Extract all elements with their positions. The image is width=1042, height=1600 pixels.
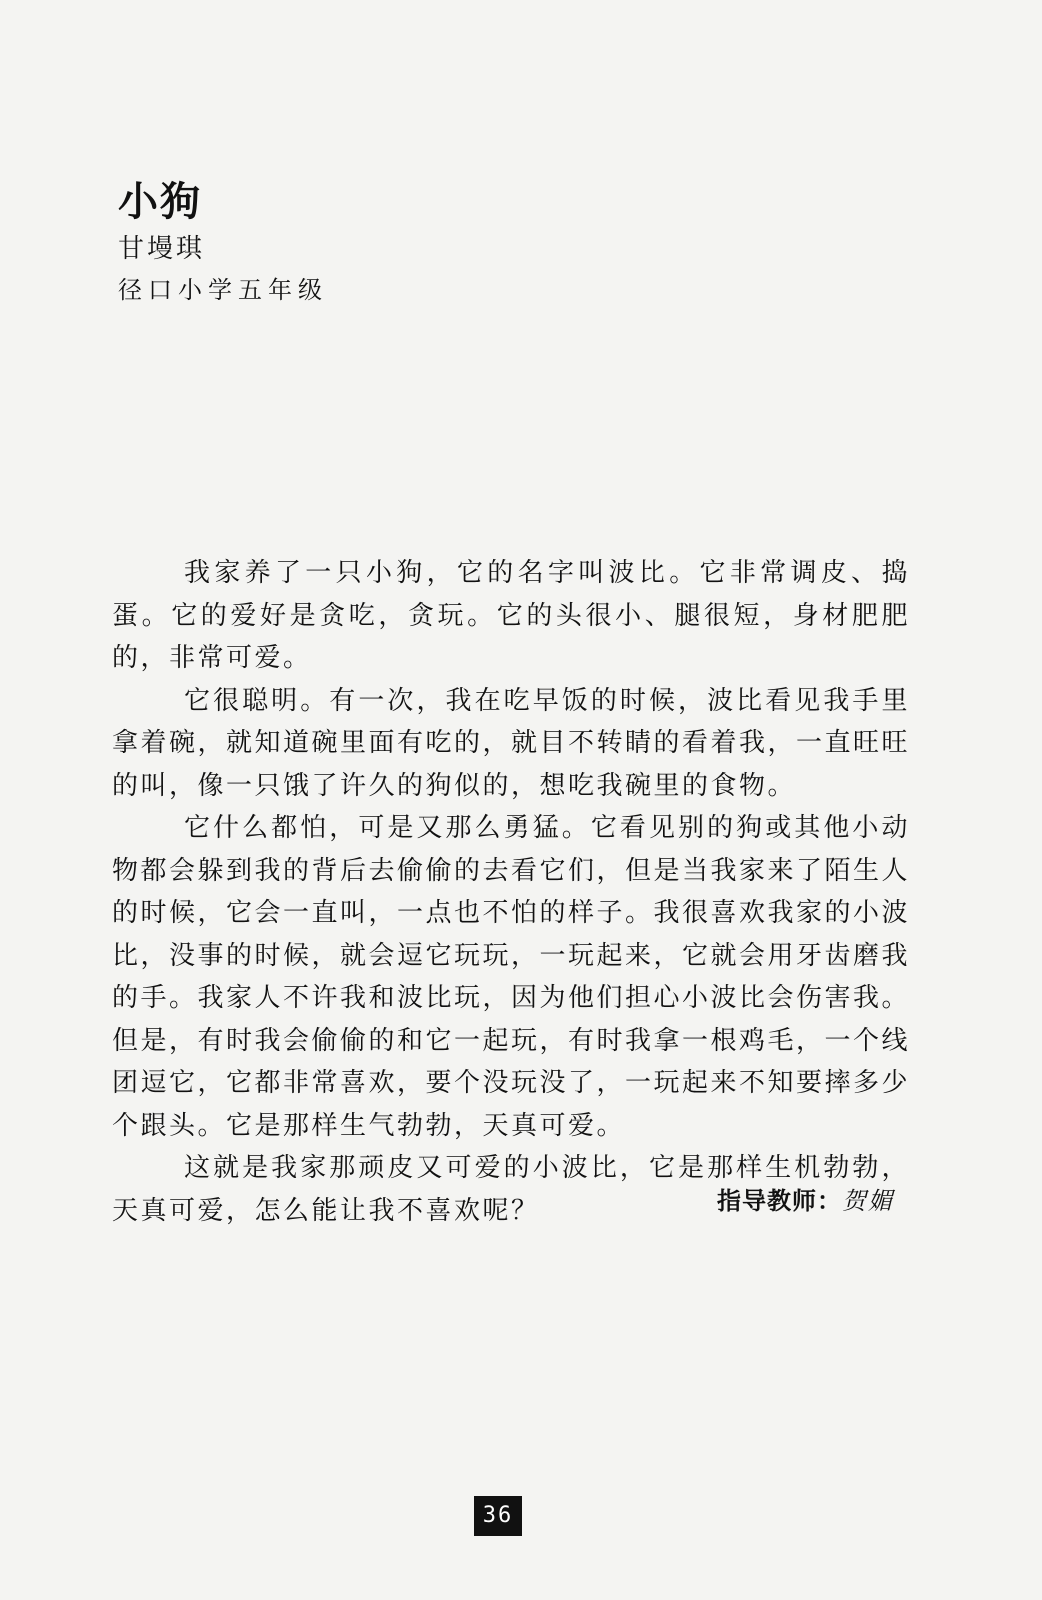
- page-number: 36: [474, 1496, 522, 1536]
- paragraph: 我家养了一只小狗，它的名字叫波比。它非常调皮、捣蛋。它的爱好是贪吃，贪玩。它的头很小、腿很短，身材肥肥的，非常可爱。: [112, 558, 910, 673]
- author-name: 甘墁琪: [118, 234, 206, 264]
- article-title: 小狗: [118, 179, 202, 225]
- school-grade: 径口小学五年级: [118, 276, 328, 304]
- paragraph: 这就是我家那顽皮又可爱的小波比，它是那样生机勃勃，天真可爱，怎么能让我不喜欢呢？: [112, 1153, 910, 1226]
- article-body: [112, 552, 910, 1232]
- teacher-name: 贺媚: [842, 1187, 894, 1215]
- teacher-label: 指导教师：: [717, 1187, 842, 1215]
- paragraph: 它很聪明。有一次，我在吃早饭的时候，波比看见我手里拿着碗，就知道碗里面有吃的，就目不转睛的看着我，一直旺旺的叫，像一只饿了许久的狗似的，想吃我碗里的食物。: [112, 685, 911, 801]
- paragraph: 它什么都怕，可是又那么勇猛。它看见别的狗或其他小动物都会躲到我的背后去偷偷的去看它们，但是当我家来了陌生人的时候，它会一直叫，一点也不怕的样子。我很喜欢我家的小波比，没事的时候，就会逗它玩玩，一玩起来，它就会用牙齿磨我的手。我家人不许我和波比玩，因为他们担心小波比会伤害我。但是，有时我会偷偷的和它一起玩，有时我拿一根鸡毛，一个线团逗它，它都非常喜欢，要个没玩没了，一玩起来不知要摔多少个跟头。它是那样生气勃勃，天真可爱。: [112, 813, 911, 1141]
- teacher-credit: [717, 1184, 894, 1218]
